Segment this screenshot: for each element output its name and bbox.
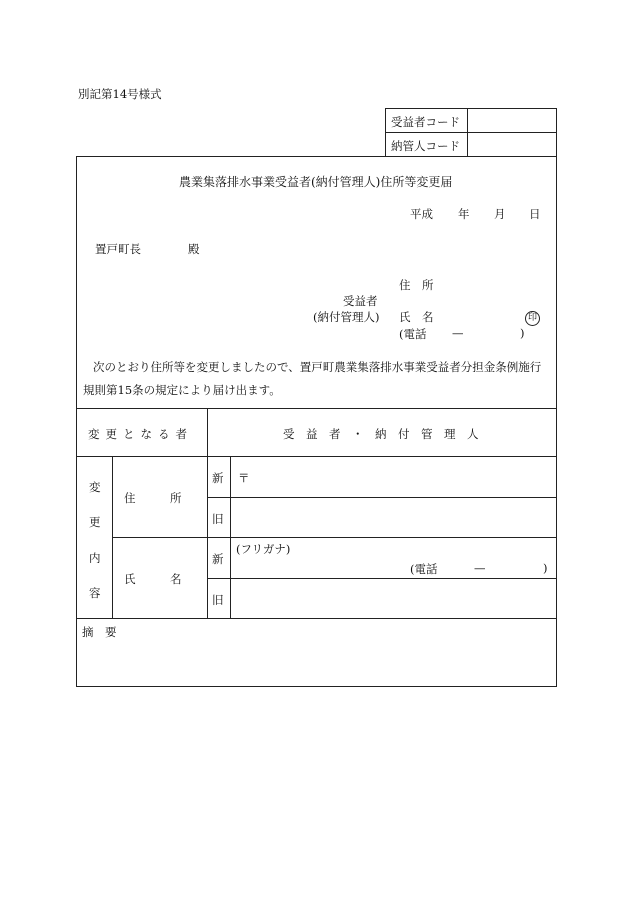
body-text-line2: 規則第15条の規定により届け出ます。 (83, 383, 281, 397)
payer-code-label: 納管人コード (391, 139, 460, 153)
form-title: 農業集落排水事業受益者(納付管理人)住所等変更届 (179, 175, 453, 189)
date-era: 平成 (410, 207, 433, 221)
changer-value: 受 益 者 ・ 納 付 管 理 人 (283, 427, 479, 441)
applicant-role-line1: 受益者 (343, 294, 378, 308)
name-row-label: 氏 名 (124, 572, 182, 586)
change-content-char-3: 内 (89, 551, 101, 565)
change-content-char-1: 変 (89, 480, 101, 494)
applicant-phone-dash: — (452, 326, 464, 340)
address-new-label: 新 (212, 471, 224, 485)
date-month: 月 (494, 207, 506, 221)
form-number: 別記第14号様式 (78, 87, 162, 101)
changer-label: 変更となる者 (88, 427, 193, 441)
applicant-name-label: 氏 名 (399, 310, 434, 324)
name-new-label: 新 (212, 552, 224, 566)
name-phone-label: (電話 (410, 562, 438, 576)
name-phone-dash: — (474, 561, 486, 575)
applicant-phone-close: ) (520, 326, 525, 340)
addressee-honorific: 殿 (188, 242, 200, 256)
body-text-line1: 次のとおり住所等を変更しましたので、置戸町農業集落排水事業受益者分担金条例施行 (93, 360, 542, 374)
addressee-name: 置戸町長 (95, 242, 141, 256)
furigana-label: (フリガナ) (236, 542, 291, 556)
remarks-label: 摘 要 (82, 625, 117, 639)
seal-mark: 印 (525, 309, 540, 326)
applicant-role-line2: (納付管理人) (313, 310, 380, 324)
name-phone-close: ) (543, 561, 548, 575)
address-old-label: 旧 (212, 512, 224, 526)
change-content-char-4: 容 (89, 586, 101, 600)
applicant-phone-label: (電話 (399, 327, 427, 341)
name-old-label: 旧 (212, 593, 224, 607)
applicant-address-label: 住 所 (399, 278, 434, 292)
beneficiary-code-label: 受益者コード (391, 115, 460, 129)
postal-mark: 〒 (238, 471, 250, 485)
address-row-label: 住 所 (124, 491, 182, 505)
date-day: 日 (529, 207, 541, 221)
change-content-char-2: 更 (89, 515, 101, 529)
date-year: 年 (458, 207, 470, 221)
